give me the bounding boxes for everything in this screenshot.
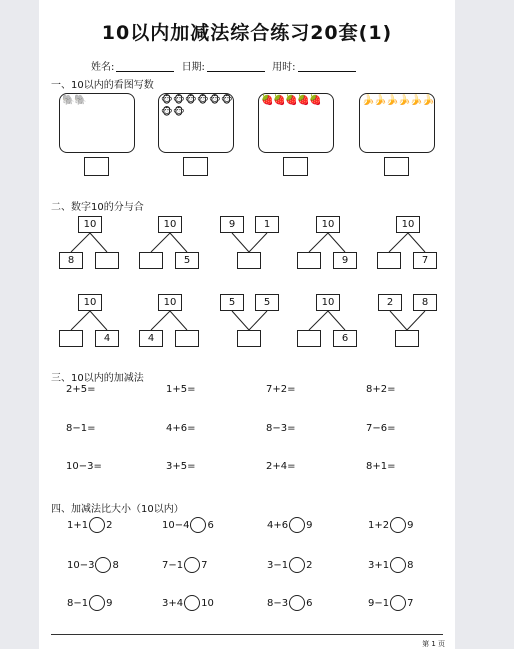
bond-connector — [71, 233, 90, 252]
bond-connector — [232, 233, 249, 252]
bond-connector — [151, 311, 170, 330]
comparison-circle[interactable] — [289, 557, 305, 573]
comparison-right: 6 — [306, 597, 313, 609]
bond-connector — [232, 311, 249, 330]
comparison-left: 4+6 — [267, 519, 289, 531]
equation[interactable]: 8+1= — [366, 461, 396, 472]
banana-icon: 🍌 — [398, 95, 411, 106]
bond-connector — [309, 311, 328, 330]
bond-blank-box[interactable] — [297, 330, 321, 347]
worksheet-page — [39, 0, 455, 649]
comparison-circle[interactable] — [289, 517, 305, 533]
section-3-heading: 三、10以内的加减法 — [51, 373, 144, 384]
comparison-left: 8−1 — [67, 597, 89, 609]
bond-number-box: 9 — [220, 216, 244, 233]
monkey-icon: 🐵 — [197, 95, 209, 106]
monkey-icon: 🐵 — [185, 95, 197, 106]
comparison-circle[interactable] — [289, 595, 305, 611]
bond-number-box: 10 — [316, 216, 340, 233]
bond-blank-box[interactable] — [237, 252, 261, 269]
bond-number-box: 6 — [333, 330, 357, 347]
comparison-item — [67, 517, 112, 533]
bond-connector — [328, 311, 345, 330]
bond-connector — [309, 233, 328, 252]
comparison-left: 3+1 — [368, 559, 390, 571]
bond-connector — [90, 233, 107, 252]
comparison-right: 7 — [201, 559, 208, 571]
comparison-circle[interactable] — [190, 517, 206, 533]
equation[interactable]: 10−3= — [66, 461, 102, 472]
comparison-item — [267, 517, 312, 533]
bond-number-box: 10 — [78, 294, 102, 311]
monkey-icon: 🐵 — [209, 95, 221, 106]
comparison-circle[interactable] — [95, 557, 111, 573]
banana-icon: 🍌 — [362, 95, 375, 106]
comparison-left: 10−3 — [67, 559, 95, 571]
bond-blank-box[interactable] — [95, 252, 119, 269]
monkey-icon: 🐵 — [161, 107, 173, 118]
equation[interactable]: 3+5= — [166, 461, 196, 472]
bond-connector — [249, 233, 267, 252]
bond-number-box: 5 — [175, 252, 199, 269]
bond-connector — [407, 311, 425, 330]
comparison-item — [162, 517, 214, 533]
monkey-icon: 🐵 — [221, 95, 233, 106]
strawberry-icon: 🍓 — [273, 95, 286, 106]
equation[interactable]: 8+2= — [366, 384, 396, 395]
comparison-right: 8 — [112, 559, 119, 571]
bond-blank-box[interactable] — [175, 330, 199, 347]
comparison-left: 1+1 — [67, 519, 89, 531]
comparison-left: 7−1 — [162, 559, 184, 571]
worksheet-title: 10以内加减法综合练习20套(1) — [101, 22, 393, 44]
bond-connector — [389, 233, 408, 252]
comparison-item — [162, 557, 207, 573]
bond-number-box: 5 — [255, 294, 279, 311]
bond-number-box: 4 — [95, 330, 119, 347]
comparison-circle[interactable] — [184, 557, 200, 573]
bond-blank-box[interactable] — [395, 330, 419, 347]
comparison-item — [162, 595, 214, 611]
date-label: 日期: — [181, 62, 205, 73]
comparison-right: 9 — [407, 519, 414, 531]
bond-number-box: 10 — [316, 294, 340, 311]
bond-connector — [408, 233, 425, 252]
comparison-right: 8 — [407, 559, 414, 571]
bond-connector — [390, 311, 407, 330]
comparison-item — [368, 517, 413, 533]
comparison-left: 1+2 — [368, 519, 390, 531]
bond-connector — [170, 233, 187, 252]
comparison-circle[interactable] — [390, 595, 406, 611]
bond-blank-box[interactable] — [377, 252, 401, 269]
comparison-item — [368, 557, 413, 573]
bond-number-box: 7 — [413, 252, 437, 269]
bond-blank-box[interactable] — [237, 330, 261, 347]
bond-number-box: 2 — [378, 294, 402, 311]
equation[interactable]: 2+5= — [66, 384, 96, 395]
equation[interactable]: 8−1= — [66, 423, 96, 434]
bond-connector — [151, 233, 170, 252]
monkey-icon: 🐵 — [173, 95, 185, 106]
comparison-item — [267, 557, 312, 573]
footer-divider — [51, 634, 443, 635]
equation[interactable]: 1+5= — [166, 384, 196, 395]
comparison-item — [67, 595, 112, 611]
bond-connector — [170, 311, 187, 330]
bond-connector — [249, 311, 267, 330]
name-label: 姓名: — [91, 62, 115, 73]
comparison-right: 7 — [407, 597, 414, 609]
strawberry-icon: 🍓 — [309, 95, 322, 106]
comparison-right: 2 — [106, 519, 113, 531]
bond-blank-box[interactable] — [139, 252, 163, 269]
comparison-right: 9 — [306, 519, 313, 531]
bond-connector — [71, 311, 90, 330]
section-4-heading: 四、加减法比大小（10以内） — [51, 504, 184, 515]
bond-number-box: 10 — [158, 216, 182, 233]
banana-icon: 🍌 — [422, 95, 435, 106]
bond-number-box: 9 — [333, 252, 357, 269]
bond-number-box: 10 — [396, 216, 420, 233]
comparison-left: 3−1 — [267, 559, 289, 571]
comparison-item — [67, 557, 119, 573]
bond-number-box: 4 — [139, 330, 163, 347]
comparison-left: 10−4 — [162, 519, 190, 531]
page-number: 第 1 页 — [422, 640, 445, 648]
bond-number-box: 8 — [59, 252, 83, 269]
comparison-circle[interactable] — [89, 595, 105, 611]
equation[interactable]: 4+6= — [166, 423, 196, 434]
elephant-icon: 🐘 — [62, 95, 75, 106]
comparison-left: 8−3 — [267, 597, 289, 609]
section-1-heading: 一、10以内的看图写数 — [51, 80, 154, 91]
monkey-icon: 🐵 — [161, 95, 173, 106]
bond-number-box: 10 — [78, 216, 102, 233]
bond-number-box: 1 — [255, 216, 279, 233]
comparison-circle[interactable] — [89, 517, 105, 533]
comparison-circle[interactable] — [390, 557, 406, 573]
equation[interactable]: 8−3= — [266, 423, 296, 434]
bond-number-box: 10 — [158, 294, 182, 311]
bond-connector — [90, 311, 107, 330]
comparison-circle[interactable] — [184, 595, 200, 611]
comparison-circle[interactable] — [390, 517, 406, 533]
banana-icon: 🍌 — [386, 95, 399, 106]
comparison-left: 9−1 — [368, 597, 390, 609]
banana-icon: 🍌 — [410, 95, 423, 106]
banana-icon: 🍌 — [374, 95, 387, 106]
section-2-heading: 二、数字10的分与合 — [51, 202, 144, 213]
bond-number-box: 8 — [413, 294, 437, 311]
comparison-item — [267, 595, 312, 611]
comparison-left: 3+4 — [162, 597, 184, 609]
comparison-right: 10 — [201, 597, 214, 609]
time-label: 用时: — [272, 62, 296, 73]
bond-connector-lines — [39, 0, 455, 649]
bond-blank-box[interactable] — [59, 330, 83, 347]
comparison-right: 9 — [106, 597, 113, 609]
bond-number-box: 5 — [220, 294, 244, 311]
equation[interactable]: 7−6= — [366, 423, 396, 434]
bond-blank-box[interactable] — [297, 252, 321, 269]
elephant-icon: 🐘 — [74, 95, 87, 106]
equation[interactable]: 2+4= — [266, 461, 296, 472]
equation[interactable]: 7+2= — [266, 384, 296, 395]
bond-connector — [328, 233, 345, 252]
comparison-item — [368, 595, 413, 611]
comparison-right: 6 — [207, 519, 214, 531]
comparison-right: 2 — [306, 559, 313, 571]
strawberry-icon: 🍓 — [285, 95, 298, 106]
monkey-icon: 🐵 — [173, 107, 185, 118]
strawberry-icon: 🍓 — [297, 95, 310, 106]
strawberry-icon: 🍓 — [261, 95, 274, 106]
